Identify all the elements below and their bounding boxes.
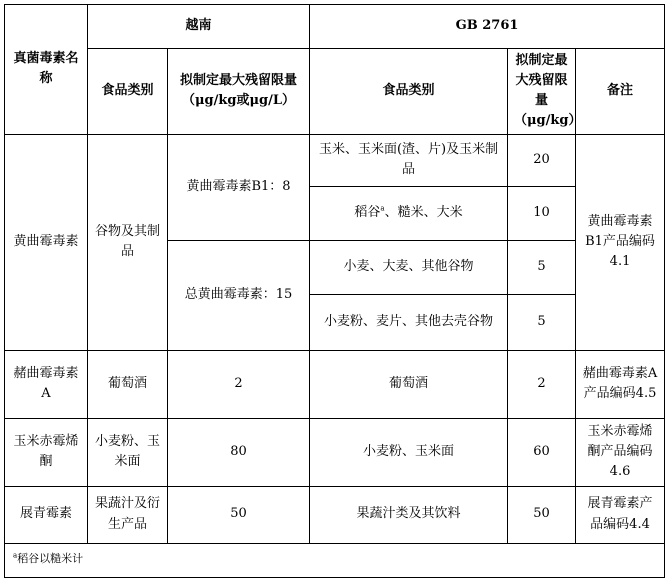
gb-limit-ochratoxin: 2 bbox=[508, 350, 576, 418]
vn-food-patulin: 果蔬汁及衍生产品 bbox=[88, 486, 168, 543]
toxin-name-patulin: 展青霉素 bbox=[5, 486, 88, 543]
gb-food-flour: 小麦粉、麦片、其他去壳谷物 bbox=[310, 294, 508, 350]
header-gb-food-category: 食品类别 bbox=[310, 49, 508, 135]
gb-limit-flour: 5 bbox=[508, 294, 576, 350]
gb-limit-corn: 20 bbox=[508, 134, 576, 186]
gb-limit-wheat: 5 bbox=[508, 240, 576, 294]
vn-limit-aflatoxin-total: 总黄曲霉毒素：15 bbox=[168, 240, 310, 350]
mycotoxin-limit-table bbox=[4, 4, 665, 578]
gb-food-zearalenone: 小麦粉、玉米面 bbox=[310, 418, 508, 486]
header-gb-limit: 拟制定最大残留限量（μg/kg） bbox=[508, 49, 576, 135]
header-vietnam: 越南 bbox=[88, 5, 310, 49]
toxin-name-ochratoxin: 赭曲霉毒素A bbox=[5, 350, 88, 418]
header-vn-limit: 拟制定最大残留限量（μg/kg或μg/L） bbox=[168, 49, 310, 135]
toxin-name-zearalenone: 玉米赤霉烯酮 bbox=[5, 418, 88, 486]
gb-food-rice-label: 稻谷 bbox=[354, 204, 381, 220]
gb-limit-zearalenone: 60 bbox=[508, 418, 576, 486]
gb-limit-rice: 10 bbox=[508, 186, 576, 240]
footnote-text: 稻谷以糙米计 bbox=[17, 551, 84, 565]
vn-limit-patulin: 50 bbox=[168, 486, 310, 543]
gb-food-rice bbox=[310, 186, 508, 240]
gb-food-ochratoxin: 葡萄酒 bbox=[310, 350, 508, 418]
header-remark: 备注 bbox=[576, 49, 665, 135]
header-gb-2761: GB 2761 bbox=[310, 5, 665, 49]
remark-patulin: 展青霉素产品编码4.4 bbox=[576, 486, 665, 543]
gb-food-wheat: 小麦、大麦、其他谷物 bbox=[310, 240, 508, 294]
gb-limit-patulin: 50 bbox=[508, 486, 576, 543]
gb-food-corn: 玉米、玉米面(渣、片)及玉米制品 bbox=[310, 134, 508, 186]
header-vn-food-category: 食品类别 bbox=[88, 49, 168, 135]
remark-ochratoxin: 赭曲霉毒素A产品编码4.5 bbox=[576, 350, 665, 418]
gb-food-patulin: 果蔬汁类及其饮料 bbox=[310, 486, 508, 543]
vn-food-aflatoxin: 谷物及其制品 bbox=[88, 134, 168, 350]
vn-food-ochratoxin: 葡萄酒 bbox=[88, 350, 168, 418]
vn-limit-aflatoxin-b1: 黄曲霉毒素B1：8 bbox=[168, 134, 310, 240]
header-toxin-name: 真菌毒素名称 bbox=[5, 5, 88, 135]
toxin-name-aflatoxin: 黄曲霉毒素 bbox=[5, 134, 88, 350]
gb-food-rice-rest: 、糙米、大米 bbox=[384, 204, 463, 220]
footnote-mark: a bbox=[380, 204, 385, 213]
footnote-mark-label: a bbox=[13, 550, 18, 559]
vn-food-zearalenone: 小麦粉、玉米面 bbox=[88, 418, 168, 486]
remark-aflatoxin: 黄曲霉毒素B1产品编码4.1 bbox=[576, 134, 665, 350]
vn-limit-ochratoxin: 2 bbox=[168, 350, 310, 418]
footnote bbox=[5, 543, 665, 577]
remark-zearalenone: 玉米赤霉烯酮产品编码4.6 bbox=[576, 418, 665, 486]
vn-limit-zearalenone: 80 bbox=[168, 418, 310, 486]
